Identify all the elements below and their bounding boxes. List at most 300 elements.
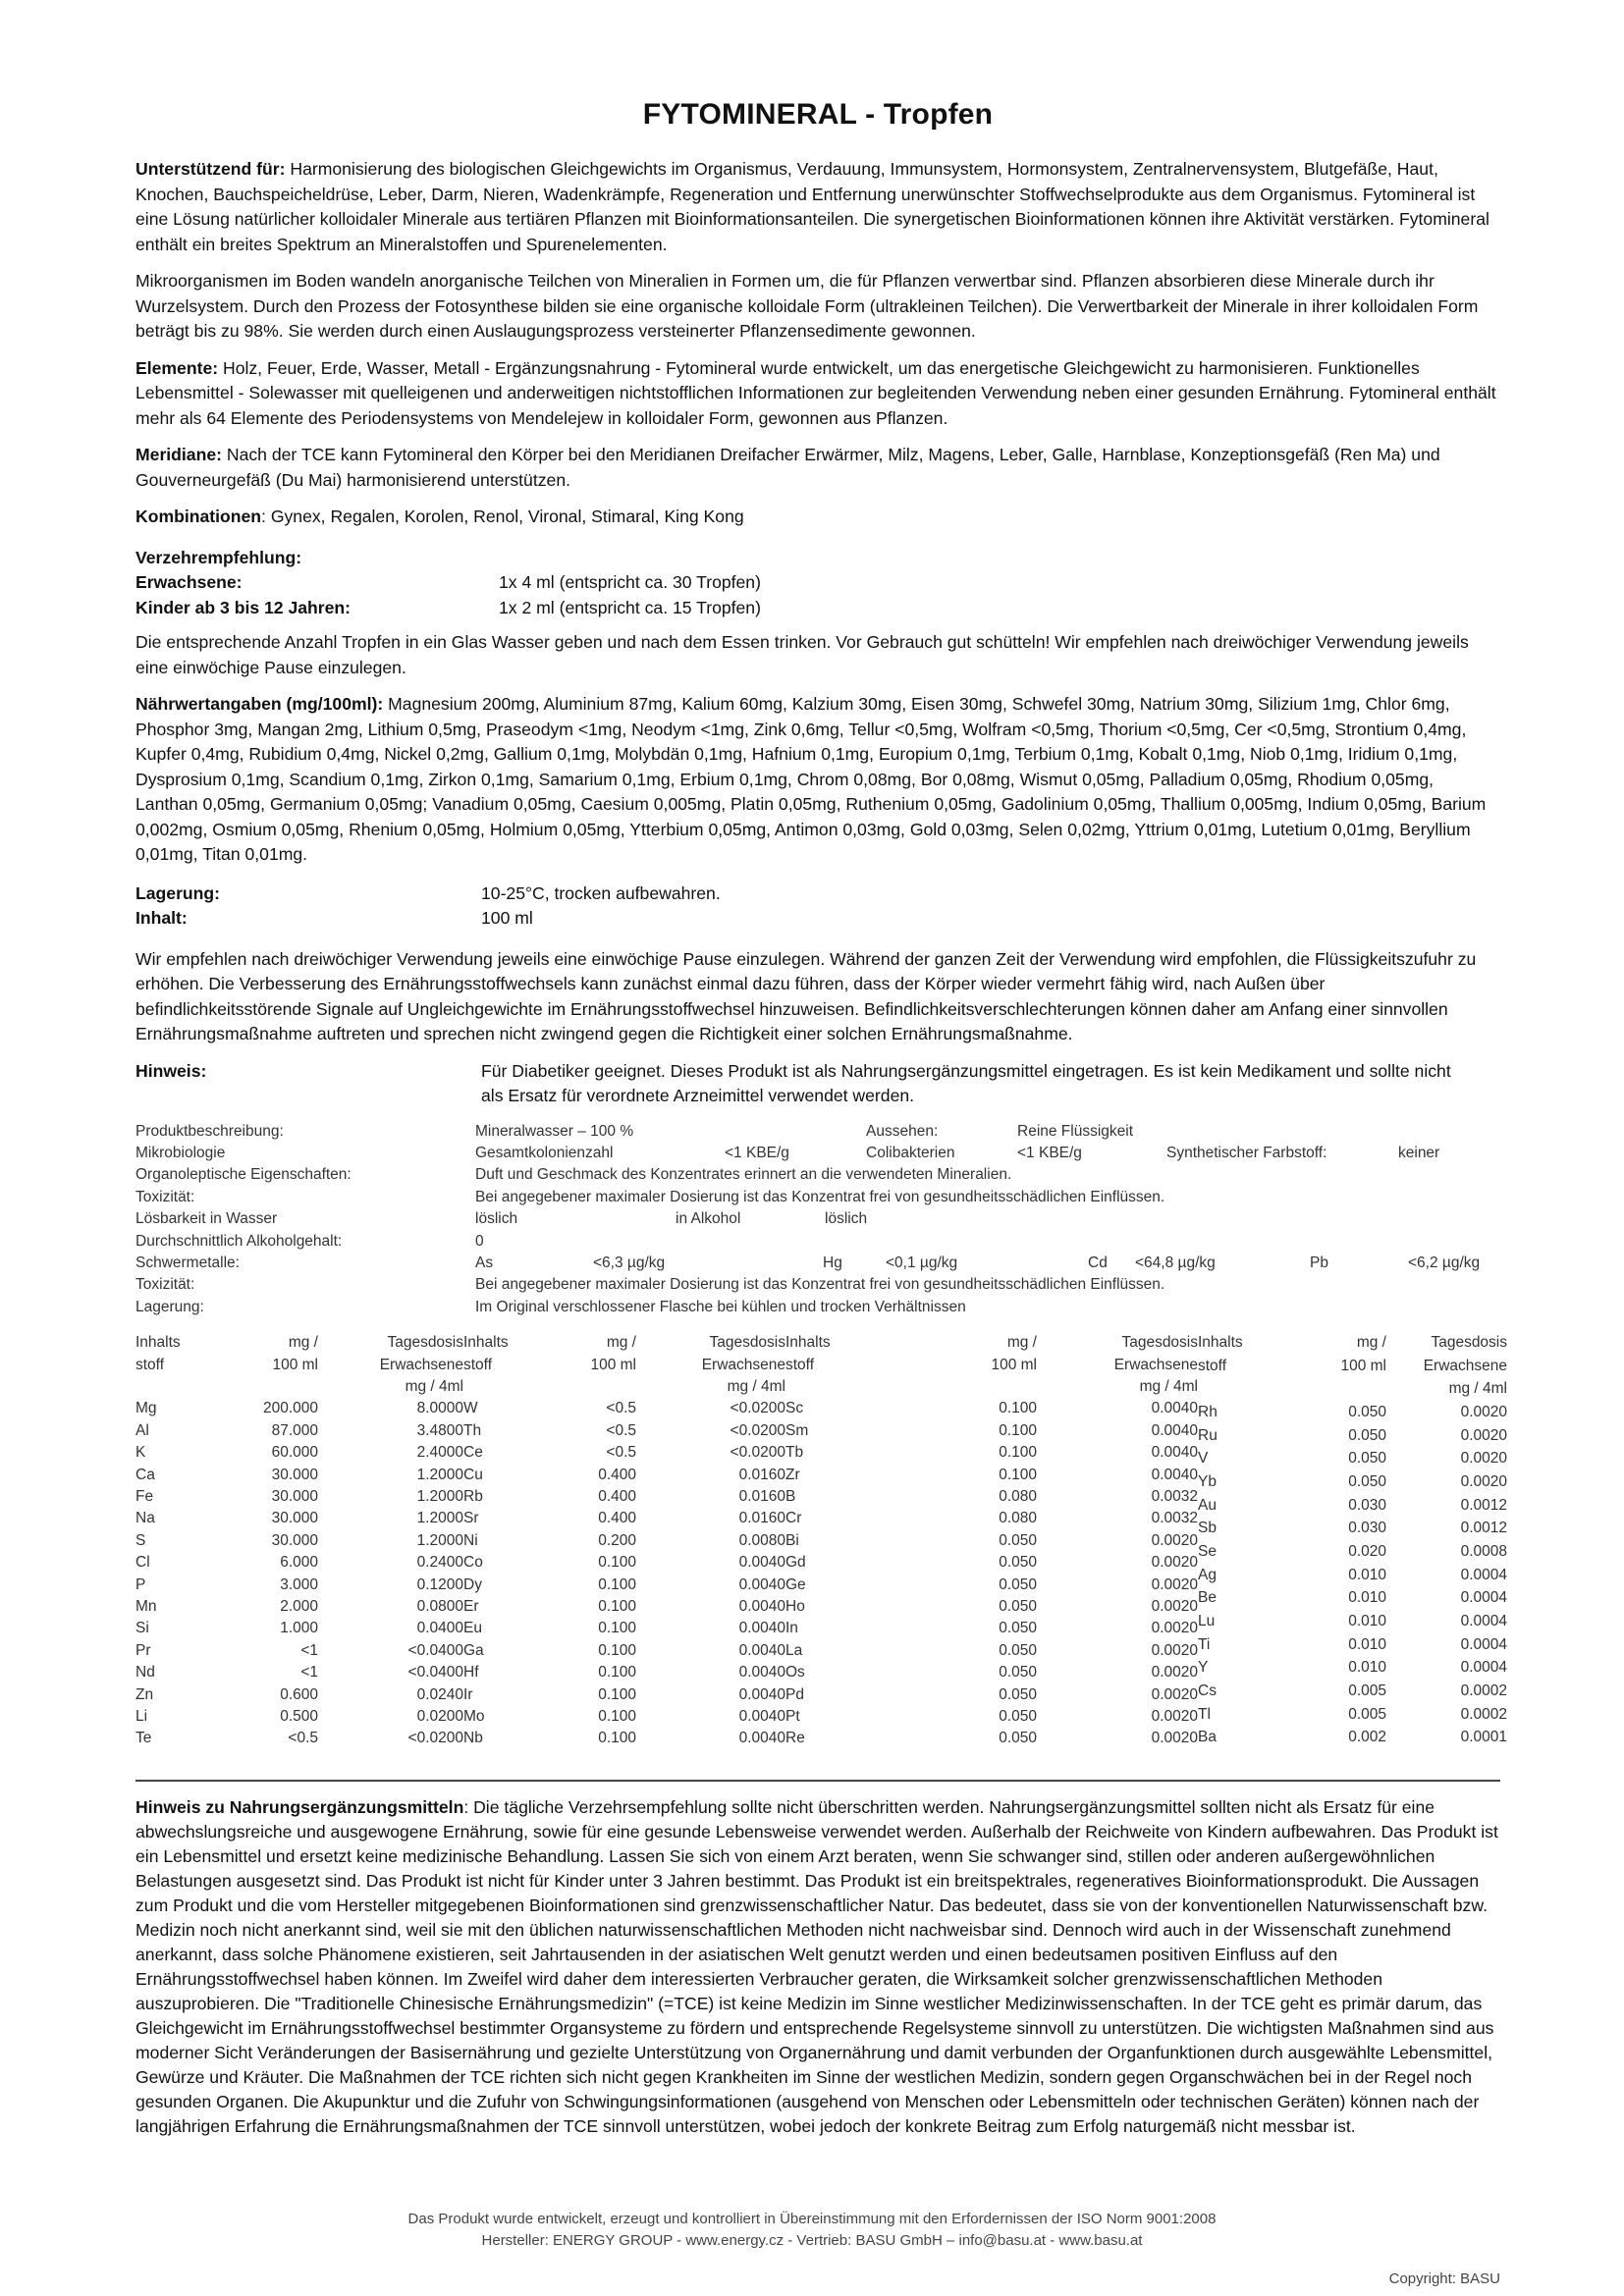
element-table-group: [1198, 1332, 1507, 1750]
spec-value: Bei angegebener maximaler Dosierung ist das Konzentrat frei von gesundheitsschädlichen Einflüssen.: [475, 1188, 1165, 1205]
element-symbol: Dy: [463, 1575, 482, 1593]
element-daily-dose: 0.0400: [416, 1620, 463, 1637]
spec-row: [135, 1253, 1500, 1274]
element-daily-dose: <0.0200: [407, 1730, 463, 1747]
element-mg-per-100ml: 0.200: [598, 1531, 636, 1549]
element-symbol: Ca: [135, 1466, 155, 1483]
element-daily-dose: 0.0008: [1460, 1542, 1507, 1560]
element-symbol: Eu: [463, 1620, 482, 1637]
spec-value: <0,1 µg/kg: [886, 1254, 958, 1271]
element-mg-per-100ml: 0.050: [999, 1554, 1037, 1572]
element-symbol: Y: [1198, 1659, 1209, 1677]
element-symbol: Gd: [785, 1554, 806, 1572]
element-mg-per-100ml: 0.050: [1348, 1426, 1386, 1444]
spec-value: Bei angegebener maximaler Dosierung ist das Konzentrat frei von gesundheitsschädlichen Einflüssen.: [475, 1276, 1165, 1294]
content-label: Inhalt:: [135, 908, 188, 928]
element-symbol: Os: [785, 1664, 805, 1682]
element-mg-per-100ml: <0.5: [606, 1421, 636, 1439]
element-mg-per-100ml: 0.050: [999, 1598, 1037, 1616]
element-symbol: Mo: [463, 1708, 485, 1726]
dosage-value-adults: 1x 4 ml (entspricht ca. 30 Tropfen): [499, 572, 761, 592]
element-table-group: [463, 1332, 785, 1750]
element-daily-dose: 0.0020: [1151, 1598, 1198, 1616]
element-mg-per-100ml: 0.080: [999, 1488, 1037, 1505]
element-table-group: [785, 1332, 1198, 1750]
element-mg-per-100ml: 0.100: [999, 1421, 1037, 1439]
element-daily-dose: 0.0040: [738, 1685, 785, 1703]
nutrition-label: Nährwertangaben (mg/100ml):: [135, 694, 384, 714]
element-mg-per-100ml: 0.100: [598, 1554, 636, 1572]
intro-text: Harmonisierung des biologischen Gleichgewichts im Organismus, Verdauung, Immunsystem, Hormonsystem, Zentralnervensystem, Blutgefäße, Haut, Knochen, Bauchspeicheldrüse, Leber, Darm, Nieren, Wadenkrämpfe, Regeneration und Entfernung unerwünschter Stoffwechselprodukte aus dem Organismus. Fytomineral ist eine Lösung natürlicher kolloidaler Minerale aus tertiären Pflanzen mit Bioinformationsanteilen. Die synergetischen Bioinformationen können ihre Aktivität verstärken. Fytomineral enthält ein breites Spektrum an Mineralstoffen und Spurenelementen.: [135, 159, 1489, 254]
spec-label: Cd: [1088, 1254, 1108, 1271]
element-daily-dose: 0.1200: [416, 1575, 463, 1593]
table-header-cell: mg / 4ml: [1448, 1380, 1507, 1398]
table-header-cell: mg /: [1006, 1334, 1037, 1352]
element-mg-per-100ml: 0.050: [999, 1708, 1037, 1726]
element-mg-per-100ml: 0.020: [1348, 1542, 1386, 1560]
spec-label: Aussehen:: [866, 1122, 939, 1140]
document-title: FYTOMINERAL - Tropfen: [642, 98, 994, 131]
element-daily-dose: <0.0200: [730, 1421, 785, 1439]
spec-label: Mikrobiologie: [135, 1144, 226, 1161]
element-symbol: Ga: [463, 1641, 484, 1659]
storage-section: [135, 881, 1500, 932]
element-symbol: W: [463, 1400, 478, 1417]
element-mg-per-100ml: 0.100: [598, 1598, 636, 1616]
element-symbol: Mg: [135, 1400, 157, 1417]
element-symbol: La: [785, 1641, 803, 1659]
element-symbol: Th: [463, 1421, 482, 1439]
element-mg-per-100ml: 0.100: [598, 1664, 636, 1682]
spec-label: Pb: [1310, 1254, 1328, 1271]
table-header-cell: mg / 4ml: [1139, 1377, 1198, 1395]
element-symbol: Ce: [463, 1444, 483, 1462]
table-header-cell: Erwachsene: [1423, 1357, 1507, 1374]
meridians-text: Nach der TCE kann Fytomineral den Körper bei den Meridianen Dreifacher Erwärmer, Milz, Magens, Leber, Galle, Harnblase, Konzeptionsgefäß (Ren Ma) und Gouverneurgefäß (Du Mai) harmonisierend unterstützen.: [135, 445, 1440, 490]
combinations-paragraph: [135, 505, 1500, 530]
element-mg-per-100ml: 0.100: [999, 1400, 1037, 1417]
spec-row: [135, 1143, 1500, 1164]
spec-value: Gesamtkolonienzahl: [475, 1144, 614, 1161]
element-daily-dose: 0.0020: [1460, 1404, 1507, 1421]
element-daily-dose: 0.0040: [1151, 1400, 1198, 1417]
element-daily-dose: 1.2000: [416, 1466, 463, 1483]
specification-block: [135, 1121, 1500, 1319]
dosage-label-children: Kinder ab 3 bis 12 Jahren:: [135, 597, 352, 617]
spec-row: [135, 1297, 1500, 1318]
element-mg-per-100ml: 0.100: [598, 1641, 636, 1659]
microorganisms-paragraph: Mikroorganismen im Boden wandeln anorganische Teilchen von Mineralien in Formen um, die für Pflanzen verwertbar sind. Pflanzen absorbieren diese Minerale durch ihr Wurzelsystem. Durch den Prozess der Fotosynthese bilden sie eine organische kolloidale Form (ultrakleinen Teilchen). Die Verwertbarkeit der Minerale in ihrer kolloidalen Form beträgt bis zu 98%. Sie werden durch einen Auslaugungsprozess versteinerter Pflanzensedimente gewonnen.: [135, 271, 1479, 341]
table-header-cell: Tagesdosis: [1431, 1334, 1507, 1352]
element-mg-per-100ml: 0.030: [1348, 1520, 1386, 1537]
element-table: [135, 1332, 1507, 1750]
element-mg-per-100ml: 0.400: [598, 1510, 636, 1527]
content-value: 100 ml: [481, 908, 533, 928]
element-mg-per-100ml: 0.100: [999, 1466, 1037, 1483]
combinations-label: Kombinationen: [135, 507, 262, 526]
element-symbol: Zr: [785, 1466, 800, 1483]
element-mg-per-100ml: 30.000: [271, 1510, 318, 1527]
element-daily-dose: <0.0400: [407, 1641, 463, 1659]
element-mg-per-100ml: 0.050: [999, 1620, 1037, 1637]
element-mg-per-100ml: 0.010: [1348, 1566, 1386, 1583]
element-mg-per-100ml: 30.000: [271, 1488, 318, 1505]
element-daily-dose: 0.0020: [1460, 1426, 1507, 1444]
element-daily-dose: 0.0020: [1151, 1620, 1198, 1637]
elements-text: Holz, Feuer, Erde, Wasser, Metall - Ergänzungsnahrung - Fytomineral wurde entwickelt, um das energetische Gleichgewicht zu harmonisieren. Funktionelles Lebensmittel - Solewasser mit quelleigenen und anderweitigen nichtstofflichen Informationen zur begleitenden Verwendung neben einer gesunden Ernährung. Fytomineral enthält mehr als 64 Elemente des Periodensystems von Mendelejew in kolloidaler Form, gewonnen aus Pflanzen.: [135, 357, 1496, 428]
element-daily-dose: 0.0002: [1460, 1682, 1507, 1699]
element-symbol: Ho: [785, 1598, 805, 1616]
spec-label: Durchschnittlich Alkoholgehalt:: [135, 1232, 343, 1250]
footer: [0, 2209, 1624, 2252]
element-mg-per-100ml: 0.005: [1348, 1682, 1386, 1699]
element-daily-dose: 0.0240: [416, 1685, 463, 1703]
element-symbol: Fe: [135, 1488, 154, 1505]
element-daily-dose: 3.4800: [416, 1421, 463, 1439]
table-header-cell: 100 ml: [272, 1356, 318, 1373]
dosage-label-adults: Erwachsene:: [135, 572, 243, 592]
table-header-cell: 100 ml: [1340, 1357, 1386, 1374]
element-mg-per-100ml: 0.010: [1348, 1589, 1386, 1607]
dosage-note: Die entsprechende Anzahl Tropfen in ein Glas Wasser geben und nach dem Essen trinken. Vor Gebrauch gut schütteln! Wir empfehlen nach dreiwöchiger Verwendung jeweils eine einwöchige Pause einzulegen.: [135, 632, 1469, 677]
element-daily-dose: 0.0160: [738, 1510, 785, 1527]
spec-label: As: [475, 1254, 494, 1271]
table-header-cell: [1198, 1378, 1296, 1402]
element-symbol: Pd: [785, 1685, 804, 1703]
element-daily-dose: 0.0004: [1460, 1659, 1507, 1677]
spec-value: <6,2 µg/kg: [1408, 1254, 1481, 1271]
spec-label: Lösbarkeit in Wasser: [135, 1210, 278, 1228]
spec-label: Lagerung:: [135, 1298, 204, 1315]
copyright: Copyright: BASU: [1388, 2270, 1500, 2287]
element-mg-per-100ml: 0.500: [280, 1708, 318, 1726]
element-symbol: Al: [135, 1421, 149, 1439]
element-daily-dose: 0.0040: [738, 1708, 785, 1726]
element-mg-per-100ml: <0.5: [606, 1400, 636, 1417]
element-mg-per-100ml: 0.050: [999, 1531, 1037, 1549]
element-symbol: K: [135, 1444, 146, 1462]
element-mg-per-100ml: 0.400: [598, 1466, 636, 1483]
element-symbol: Bi: [785, 1531, 799, 1549]
element-symbol: Zn: [135, 1685, 154, 1703]
spec-label: Organoleptische Eigenschaften:: [135, 1166, 352, 1184]
element-symbol: Cu: [463, 1466, 483, 1483]
spec-value: Colibakterien: [866, 1144, 955, 1161]
table-header-cell: mg /: [1356, 1334, 1386, 1352]
element-mg-per-100ml: 0.100: [598, 1575, 636, 1593]
element-symbol: S: [135, 1531, 146, 1549]
element-daily-dose: 0.0040: [738, 1664, 785, 1682]
element-mg-per-100ml: 0.010: [1348, 1612, 1386, 1629]
element-daily-dose: 1.2000: [416, 1531, 463, 1549]
element-daily-dose: 0.0032: [1151, 1488, 1198, 1505]
element-mg-per-100ml: 0.100: [598, 1685, 636, 1703]
spec-row: [135, 1187, 1500, 1208]
element-daily-dose: 0.0040: [738, 1554, 785, 1572]
element-daily-dose: 0.0020: [1151, 1554, 1198, 1572]
element-mg-per-100ml: 0.100: [598, 1708, 636, 1726]
hinweis-label: Hinweis:: [135, 1060, 207, 1081]
table-header-cell: 100 ml: [991, 1356, 1037, 1373]
table-header-cell: stoff: [463, 1356, 493, 1373]
spec-value: <64,8 µg/kg: [1135, 1254, 1216, 1271]
element-symbol: Se: [1198, 1542, 1217, 1560]
element-mg-per-100ml: 3.000: [280, 1575, 318, 1593]
spec-value: <1 KBE/g: [725, 1144, 789, 1161]
element-daily-dose: 0.0004: [1460, 1635, 1507, 1653]
element-symbol: Sr: [463, 1510, 479, 1527]
element-mg-per-100ml: 0.010: [1348, 1635, 1386, 1653]
table-header-cell: Tagesdosis: [709, 1334, 785, 1352]
storage-label: Lagerung:: [135, 882, 221, 903]
table-header-cell: Tagesdosis: [387, 1334, 463, 1352]
elements-paragraph: [135, 356, 1500, 432]
element-symbol: Sm: [785, 1421, 809, 1439]
element-mg-per-100ml: <1: [300, 1664, 318, 1682]
element-mg-per-100ml: 0.050: [999, 1641, 1037, 1659]
element-daily-dose: 0.0160: [738, 1488, 785, 1505]
element-symbol: Li: [135, 1708, 148, 1726]
element-daily-dose: 0.0020: [1151, 1708, 1198, 1726]
element-symbol: Ti: [1198, 1635, 1211, 1653]
table-header-cell: Inhalts: [463, 1334, 509, 1352]
element-daily-dose: 1.2000: [416, 1488, 463, 1505]
element-symbol: P: [135, 1575, 146, 1593]
element-daily-dose: 0.0040: [738, 1730, 785, 1747]
element-symbol: Tb: [785, 1444, 804, 1462]
element-daily-dose: 0.0012: [1460, 1520, 1507, 1537]
table-header-cell: [135, 1376, 220, 1398]
spec-row: [135, 1231, 1500, 1253]
element-symbol: Cs: [1198, 1682, 1217, 1699]
document-page: [135, 98, 1507, 2151]
element-daily-dose: 0.0020: [1151, 1531, 1198, 1549]
spec-row: [135, 1274, 1500, 1296]
element-mg-per-100ml: 0.050: [1348, 1450, 1386, 1468]
table-header-cell: mg /: [288, 1334, 318, 1352]
spec-value: Duft und Geschmack des Konzentrates erinnert an die verwendeten Mineralien.: [475, 1166, 1012, 1184]
element-daily-dose: 0.0020: [1460, 1450, 1507, 1468]
element-daily-dose: 0.0020: [1151, 1730, 1198, 1747]
dosage-heading: Verzehrempfehlung:: [135, 547, 302, 567]
element-daily-dose: 1.2000: [416, 1510, 463, 1527]
element-mg-per-100ml: <1: [300, 1641, 318, 1659]
intro-paragraph: [135, 157, 1500, 257]
element-mg-per-100ml: 1.000: [280, 1620, 318, 1637]
element-daily-dose: 0.0080: [738, 1531, 785, 1549]
meridians-paragraph: [135, 443, 1500, 493]
element-daily-dose: 0.0002: [1460, 1705, 1507, 1723]
element-daily-dose: 0.0020: [1151, 1575, 1198, 1593]
table-header-cell: [220, 1376, 318, 1398]
spec-value: <6,3 µg/kg: [593, 1254, 666, 1271]
element-symbol: Te: [135, 1730, 152, 1747]
section-divider: [135, 1780, 1500, 1782]
table-header-cell: Tagesdosis: [1121, 1334, 1198, 1352]
spec-row: [135, 1164, 1500, 1186]
table-header-cell: stoff: [135, 1356, 165, 1373]
element-symbol: Ge: [785, 1575, 806, 1593]
dosage-value-children: 1x 2 ml (entspricht ca. 15 Tropfen): [499, 597, 761, 617]
element-symbol: Ag: [1198, 1566, 1217, 1583]
table-header-cell: [463, 1376, 542, 1398]
element-daily-dose: 0.0004: [1460, 1566, 1507, 1583]
table-header-cell: [542, 1376, 636, 1398]
element-mg-per-100ml: 0.100: [598, 1620, 636, 1637]
element-symbol: Cr: [785, 1510, 802, 1527]
element-daily-dose: 0.0012: [1460, 1496, 1507, 1514]
spec-label: Toxizität:: [135, 1276, 195, 1294]
table-header-cell: Inhalts: [785, 1334, 831, 1352]
footer-iso-line: Das Produkt wurde entwickelt, erzeugt und kontrolliert in Übereinstimmung mit den Erfordernissen der ISO Norm 9001:2008: [407, 2211, 1217, 2227]
supplement-note-text: : Die tägliche Verzehrsempfehlung sollte nicht überschritten werden. Nahrungsergänzungsmittel sollten nicht als Ersatz für eine abwechslungsreiche und ausgewogene Ernährung, sowie für eine gesunde Lebensweise verwendet werden. Außerhalb der Reichweite von Kindern aufbewahren. Das Produkt ist ein Lebensmittel und ersetzt keine medizinische Behandlung. Lassen Sie sich von einem Arzt beraten, wenn Sie schwanger sind, stillen oder anderen außergewöhnlichen Belastungen ausgesetzt sind. Das Produkt ist nicht für Kinder unter 3 Jahren bestimmt. Das Produkt ist ein breitspektrales, regeneratives Bioinformationsprodukt. Die Aussagen zum Produkt und die vom Hersteller mitgegebenen Bioinformationen sind grenzwissenschaftlicher Natur. Das bedeutet, dass sie von der konventionellen Naturwissenschaft bzw. Medizin noch nicht anerkannt sind, weil sie mit den üblichen naturwissenschaftlichen Methoden nicht nachweisbar sind. Dennoch wird auch in der Wissenschaft zunehmend anerkannt, dass solche Phänomene existieren, seit Jahrtausenden in der asiatischen Welt genutzt werden und einen bedeutsamen positiven Einfluss auf den Ernährungsstoffwechsel haben können. Im Zweifel wird daher dem interessierten Verbraucher geraten, die Wirksamkeit solcher grenzwissenschaftlichen Methoden auszuprobieren. Die "Traditionelle Chinesische Ernährungsmedizin" (=TCE) ist keine Medizin im Sinne westlicher Medizinwissenschaften. In der TCE geht es primär darum, das Gleichgewicht im Ernährungsstoffwechsel bestimmter Organsysteme zu fördern und entsprechende Regelsysteme sinnvoll zu unterstützen. Die wichtigsten Maßnahmen sind aus moderner Sicht Veränderungen der Basisernährung und gezielte Unterstützung von Organernährung und damit verbunden der Organfunktionen durch ausgewählte Lebensmittel, Gewürze und Kräuter. Die Maßnahmen der TCE richten sich nicht gegen Krankheiten im Sinne der westlichen Medizin, sondern gegen Organschwächen bei in der Regel noch gesunden Organen. Die Akupunktur und die Zufuhr von Schwingungsinformationen (ausgehend von Menschen oder Lebensmitteln oder technischen Geräten) können nach der langjährigen Erfahrung die Ernährungsmaßnahmen der TCE sinnvoll unterstützen, wobei jedoch der konkrete Beitrag zum Erfolg naturgemäß nicht messbar ist.: [135, 1796, 1498, 2136]
element-daily-dose: 0.0020: [1151, 1664, 1198, 1682]
table-header-cell: Erwachsene: [701, 1356, 785, 1373]
element-mg-per-100ml: 0.010: [1348, 1659, 1386, 1677]
element-symbol: Ba: [1198, 1729, 1217, 1746]
storage-value: 10-25°C, trocken aufbewahren.: [481, 882, 721, 903]
element-symbol: Er: [463, 1598, 479, 1616]
element-mg-per-100ml: 0.050: [999, 1730, 1037, 1747]
element-daily-dose: 0.0040: [738, 1620, 785, 1637]
element-daily-dose: 0.0040: [738, 1575, 785, 1593]
element-symbol: Pt: [785, 1708, 800, 1726]
element-table-group: [135, 1332, 463, 1750]
element-symbol: Ir: [463, 1685, 473, 1703]
element-mg-per-100ml: 0.050: [999, 1575, 1037, 1593]
element-symbol: Rh: [1198, 1404, 1218, 1421]
table-header-cell: stoff: [785, 1356, 815, 1373]
element-mg-per-100ml: 0.080: [999, 1510, 1037, 1527]
element-symbol: Tl: [1198, 1705, 1211, 1723]
element-symbol: Sb: [1198, 1520, 1217, 1537]
element-symbol: Yb: [1198, 1473, 1217, 1490]
table-header-cell: [1296, 1378, 1386, 1402]
element-daily-dose: 0.0040: [1151, 1444, 1198, 1462]
intro-label: Unterstützend für:: [135, 159, 286, 179]
element-daily-dose: 0.0160: [738, 1466, 785, 1483]
element-mg-per-100ml: 0.002: [1348, 1729, 1386, 1746]
element-mg-per-100ml: 0.030: [1348, 1496, 1386, 1514]
element-daily-dose: 8.0000: [416, 1400, 463, 1417]
element-daily-dose: 0.0040: [1151, 1421, 1198, 1439]
element-symbol: V: [1198, 1450, 1209, 1468]
element-symbol: Lu: [1198, 1612, 1216, 1629]
element-mg-per-100ml: 200.000: [262, 1400, 318, 1417]
table-header-cell: Erwachsene: [379, 1356, 463, 1373]
element-daily-dose: 0.0020: [1151, 1641, 1198, 1659]
element-symbol: Rb: [463, 1488, 483, 1505]
spec-label: Produktbeschreibung:: [135, 1122, 284, 1140]
spec-label: in Alkohol: [676, 1210, 741, 1228]
element-daily-dose: 0.0020: [1151, 1685, 1198, 1703]
spec-value: Im Original verschlossener Flasche bei kühlen und trocken Verhältnissen: [475, 1298, 966, 1315]
spec-value: Reine Flüssigkeit: [1017, 1122, 1134, 1140]
element-mg-per-100ml: 0.050: [1348, 1404, 1386, 1421]
element-mg-per-100ml: 0.050: [999, 1664, 1037, 1682]
element-symbol: Mn: [135, 1598, 157, 1616]
element-daily-dose: 0.0004: [1460, 1612, 1507, 1629]
element-daily-dose: 0.0040: [738, 1598, 785, 1616]
spec-row: [135, 1121, 1500, 1143]
table-header-cell: [895, 1376, 1037, 1398]
element-mg-per-100ml: 0.050: [999, 1685, 1037, 1703]
table-header-cell: mg / 4ml: [727, 1377, 785, 1395]
element-symbol: Ni: [463, 1531, 478, 1549]
element-mg-per-100ml: 0.005: [1348, 1705, 1386, 1723]
element-daily-dose: <0.0400: [407, 1664, 463, 1682]
spec-label: Synthetischer Farbstoff:: [1166, 1144, 1327, 1161]
spec-value: löslich: [825, 1210, 868, 1228]
hinweis-text: Für Diabetiker geeignet. Dieses Produkt ist als Nahrungsergänzungsmittel eingetragen. Es ist kein Medikament und sollte nicht als Ersatz für verordnete Arzneimittel verwendet werden.: [481, 1060, 1451, 1105]
meridians-label: Meridiane:: [135, 445, 222, 464]
element-daily-dose: 2.4000: [416, 1444, 463, 1462]
spec-value: 0: [475, 1232, 484, 1250]
nutrition-paragraph: [135, 692, 1500, 868]
table-header-cell: stoff: [1198, 1357, 1227, 1374]
element-symbol: Si: [135, 1620, 149, 1637]
table-header-cell: 100 ml: [590, 1356, 636, 1373]
spec-label: Schwermetalle:: [135, 1254, 240, 1271]
element-symbol: B: [785, 1488, 796, 1505]
element-symbol: Be: [1198, 1589, 1217, 1607]
element-daily-dose: 0.0032: [1151, 1510, 1198, 1527]
element-symbol: Sc: [785, 1400, 804, 1417]
element-daily-dose: 0.0800: [416, 1598, 463, 1616]
dosage-section: [135, 546, 1500, 621]
footer-manufacturer-line: Hersteller: ENERGY GROUP - www.energy.cz - Vertrieb: BASU GmbH – info@basu.at - www.basu.at: [481, 2232, 1143, 2249]
element-mg-per-100ml: 0.400: [598, 1488, 636, 1505]
element-daily-dose: 0.0040: [1151, 1466, 1198, 1483]
element-daily-dose: 0.0004: [1460, 1589, 1507, 1607]
element-mg-per-100ml: 30.000: [271, 1531, 318, 1549]
element-mg-per-100ml: 6.000: [280, 1554, 318, 1572]
element-daily-dose: 0.0040: [738, 1641, 785, 1659]
table-header-cell: Erwachsene: [1113, 1356, 1198, 1373]
element-symbol: Re: [785, 1730, 805, 1747]
element-symbol: Ru: [1198, 1426, 1218, 1444]
element-mg-per-100ml: 0.100: [598, 1730, 636, 1747]
spec-value: keiner: [1398, 1144, 1440, 1161]
element-symbol: Hf: [463, 1664, 479, 1682]
spec-value: Mineralwasser – 100 %: [475, 1122, 634, 1140]
spec-label: Toxizität:: [135, 1188, 195, 1205]
nutrition-text: Magnesium 200mg, Aluminium 87mg, Kalium 60mg, Kalzium 30mg, Eisen 30mg, Schwefel 30mg, Natrium 30mg, Silizium 1mg, Chlor 6mg, Phosphor 3mg, Mangan 2mg, Lithium 0,5mg, Praseodym <1mg, Neodym <1mg, Zink 0,6mg, Tellur <0,5mg, Wolfram <0,5mg, Thorium <0,5mg, Cer <0,5mg, Strontium 0,4mg, Kupfer 0,4mg, Rubidium 0,4mg, Nickel 0,2mg, Gallium 0,1mg, Molybdän 0,1mg, Hafnium 0,1mg, Europium 0,1mg, Terbium 0,1mg, Kobalt 0,1mg, Niob 0,1mg, Iridium 0,1mg, Dysprosium 0,1mg, Scandium 0,1mg, Zirkon 0,1mg, Samarium 0,1mg, Erbium 0,1mg, Chrom 0,08mg, Bor 0,08mg, Wismut 0,05mg, Palladium 0,05mg, Rhodium 0,05mg, Lanthan 0,05mg, Germanium 0,05mg; Vanadium 0,05mg, Caesium 0,005mg, Platin 0,05mg, Ruthenium 0,05mg, Gadolinium 0,05mg, Thallium 0,005mg, Indium 0,05mg, Barium 0,002mg, Osmium 0,05mg, Rhenium 0,05mg, Holmium 0,05mg, Ytterbium 0,05mg, Antimon 0,03mg, Gold 0,03mg, Selen 0,02mg, Yttrium 0,01mg, Lutetium 0,01mg, Beryllium 0,01mg, Titan 0,01mg.: [135, 694, 1487, 864]
element-daily-dose: 0.0200: [416, 1708, 463, 1726]
element-daily-dose: 0.0001: [1460, 1729, 1507, 1746]
spec-label: Hg: [823, 1254, 842, 1271]
element-symbol: Au: [1198, 1496, 1217, 1514]
element-symbol: Pr: [135, 1641, 151, 1659]
table-header-cell: mg / 4ml: [405, 1377, 463, 1395]
hinweis-section: [135, 1059, 1500, 1109]
element-symbol: Na: [135, 1510, 155, 1527]
element-mg-per-100ml: 60.000: [271, 1444, 318, 1462]
element-symbol: Cl: [135, 1554, 150, 1572]
element-mg-per-100ml: 0.100: [999, 1444, 1037, 1462]
table-header-cell: [785, 1376, 895, 1398]
element-symbol: In: [785, 1620, 798, 1637]
element-daily-dose: <0.0200: [730, 1400, 785, 1417]
element-mg-per-100ml: 87.000: [271, 1421, 318, 1439]
usage-note-paragraph: Wir empfehlen nach dreiwöchiger Verwendung jeweils eine einwöchige Pause einzulegen. Während der ganzen Zeit der Verwendung wird empfohlen, die Flüssigkeitszufuhr zu erhöhen. Die Verbesserung des Ernährungsstoffwechsels kann zunächst einmal dazu führen, dass der Körper wieder vermehrt fähig wird, nach Außen über befindlichkeitsstörende Signale auf Ungleichgewichte im Ernährungsstoffwechsel hinzuweisen. Befindlichkeitsverschlechterungen können daher am Anfang einer sinnvollen Ernährungsmaßnahme auftreten und sprechen nicht zwingend gegen die Richtigkeit einer solchen Ernährungsmaßnahme.: [135, 948, 1477, 1043]
element-daily-dose: 0.2400: [416, 1554, 463, 1572]
element-daily-dose: <0.0200: [730, 1444, 785, 1462]
element-daily-dose: 0.0020: [1460, 1473, 1507, 1490]
element-mg-per-100ml: 2.000: [280, 1598, 318, 1616]
element-symbol: Co: [463, 1554, 483, 1572]
table-header-cell: Inhalts: [1198, 1334, 1243, 1352]
